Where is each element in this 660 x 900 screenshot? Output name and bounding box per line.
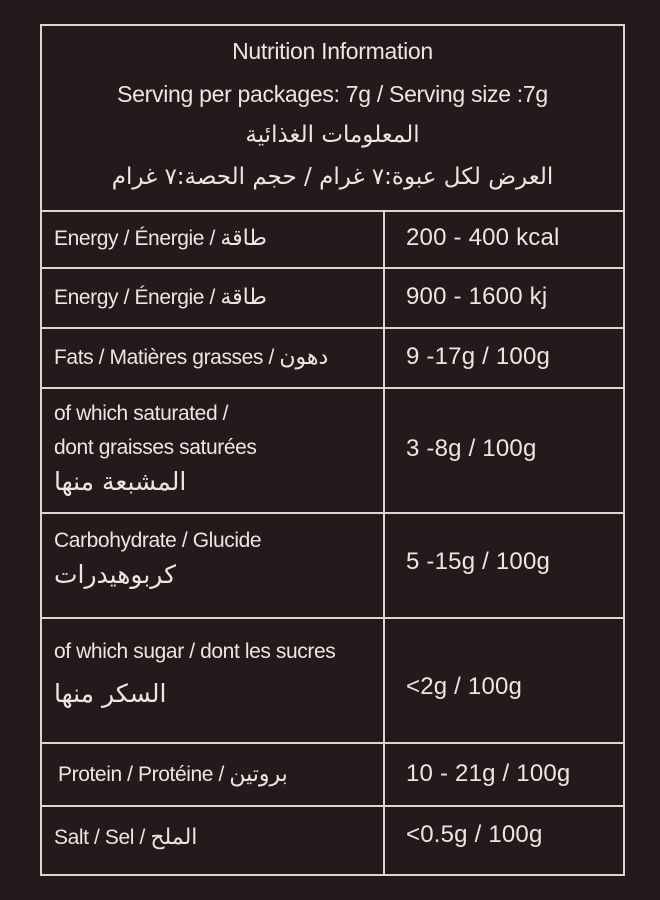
- header-title-ar: المعلومات الغذائية: [245, 122, 420, 148]
- row-label: [54, 281, 379, 315]
- row-label-ar: كربوهيدرات: [54, 560, 176, 589]
- row-label-text: Protein / Protéine /: [58, 763, 230, 786]
- row-value: 3 -8g / 100g: [406, 435, 537, 462]
- row-label: [54, 524, 379, 592]
- header-title: Nutrition Information: [232, 38, 433, 64]
- row-label: [54, 222, 379, 256]
- column-divider: [383, 210, 385, 874]
- row-label-line2: dont graisses saturées: [54, 436, 257, 459]
- row-value: 200 - 400 kcal: [406, 224, 560, 251]
- row-value: 900 - 1600 kj: [406, 283, 548, 310]
- table-row-saturated: [42, 389, 623, 514]
- row-label-text: Fats / Matières grasses /: [54, 346, 280, 369]
- row-label-text: Energy / Énergie /: [54, 286, 221, 309]
- table-row-salt: [42, 807, 623, 874]
- table-row-energy-kcal: [42, 210, 623, 269]
- row-value: 5 -15g / 100g: [406, 548, 551, 575]
- table-row-fats: [42, 329, 623, 389]
- row-label-ar: بروتين: [229, 762, 288, 787]
- row-label-text: Salt / Sel /: [54, 826, 151, 849]
- table-row-sugar: [42, 619, 623, 744]
- nutrition-panel: [40, 24, 625, 876]
- row-label-text: Energy / Énergie /: [54, 227, 221, 250]
- row-value: 10 - 21g / 100g: [406, 760, 571, 787]
- row-value: <0.5g / 100g: [406, 821, 543, 848]
- row-value: 9 -17g / 100g: [406, 343, 551, 370]
- row-label-ar: المشبعة منها: [54, 467, 187, 496]
- header-serving: Serving per packages: 7g / Serving size :7g: [117, 81, 548, 107]
- row-label: [58, 758, 383, 792]
- row-label-ar: الملح: [150, 825, 198, 850]
- row-label: [54, 341, 379, 375]
- header-serving-ar: العرض لكل عبوة:٧ غرام / حجم الحصة:٧ غرام: [111, 164, 554, 190]
- row-label: [54, 821, 379, 855]
- row-label-ar: طاقة: [220, 226, 267, 251]
- row-label: [54, 635, 379, 711]
- row-label-text: of which sugar / dont les sucres: [54, 640, 336, 663]
- row-label-ar: طاقة: [220, 285, 267, 310]
- row-label-ar: دهون: [279, 345, 329, 370]
- nutrition-header: [42, 26, 623, 212]
- row-label-text: Carbohydrate / Glucide: [54, 529, 262, 552]
- row-label-line1: of which saturated /: [54, 402, 229, 425]
- row-value: <2g / 100g: [406, 673, 523, 700]
- table-row-carbohydrate: [42, 514, 623, 619]
- row-label: [54, 397, 379, 499]
- table-row-energy-kj: [42, 269, 623, 329]
- table-row-protein: [42, 744, 623, 807]
- row-label-ar: السكر منها: [54, 679, 167, 708]
